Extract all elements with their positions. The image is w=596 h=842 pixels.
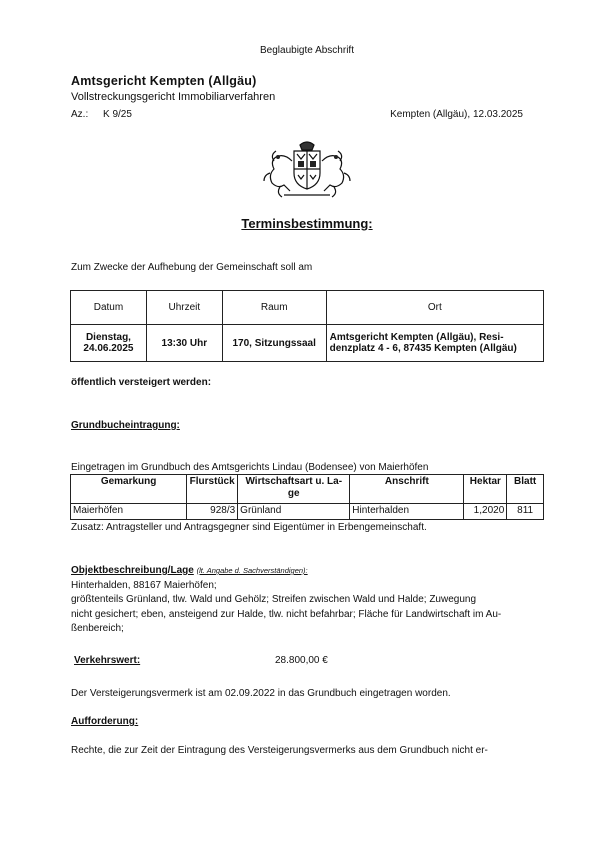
header-time: Uhrzeit <box>146 291 222 325</box>
market-value: 28.800,00 € <box>275 655 328 666</box>
cell-blatt: 811 <box>507 504 544 520</box>
appointment-table <box>70 290 544 362</box>
cell-gemarkung: Maierhöfen <box>71 504 187 520</box>
cell-flurstueck: 928/3 <box>187 504 238 520</box>
header-flurstueck: Flurstück <box>187 475 238 504</box>
appointment-room: 170, Sitzungssaal <box>222 325 326 362</box>
header-gemarkung: Gemarkung <box>71 475 187 504</box>
header-date: Datum <box>71 291 147 325</box>
object-description: Hinterhalden, 88167 Maierhöfen; größtenteils Grünland, tlw. Wald und Gehölz; Streifen zwischen Wald und Halde; Zuwegung nicht gesichert; eben, ansteigend zur Halde, tlw. nicht befahrbar; Fläche für Landwirtschaft im Au- ßenbereich; <box>71 580 502 634</box>
request-heading: Aufforderung: <box>71 716 139 727</box>
cell-anschrift: Hinterhalden <box>350 504 464 520</box>
market-value-label: Verkehrswert: <box>74 655 141 666</box>
court-name: Amtsgericht Kempten (Allgäu) <box>71 74 257 88</box>
table-header-row <box>71 475 544 504</box>
auction-statement: öffentlich versteigert werden: <box>71 377 212 388</box>
header-room: Raum <box>222 291 326 325</box>
header-hektar: Hektar <box>464 475 507 504</box>
object-heading-note: (lt. Angabe d. Sachverständigen): <box>196 566 308 575</box>
intro-text: Zum Zwecke der Aufhebung der Gemeinschaft soll am <box>71 262 313 273</box>
object-heading: Objektbeschreibung/Lage (lt. Angabe d. Sachverständigen): <box>71 565 308 576</box>
place-date: Kempten (Allgäu), 12.03.2025 <box>390 109 523 120</box>
land-register-heading: Grundbucheintragung: <box>71 420 180 431</box>
header-anschrift: Anschrift <box>350 475 464 504</box>
request-text: Rechte, die zur Zeit der Eintragung des Versteigerungsvermerks aus dem Grundbuch nicht er- <box>71 745 488 756</box>
table-row <box>71 504 544 520</box>
header-wirtschaftsart: Wirtschaftsart u. La- ge <box>238 475 350 504</box>
appointment-date: Dienstag, 24.06.2025 <box>71 325 147 362</box>
bavarian-coat-of-arms-icon <box>262 139 352 199</box>
table-header-row <box>71 291 544 325</box>
appointment-time: 13:30 Uhr <box>146 325 222 362</box>
auction-note: Der Versteigerungsvermerk ist am 02.09.2022 in das Grundbuch eingetragen worden. <box>71 688 451 699</box>
court-department: Vollstreckungsgericht Immobiliarverfahren <box>71 91 276 103</box>
file-number: K 9/25 <box>103 109 132 120</box>
table-row <box>71 325 544 362</box>
document-title: Terminsbestimmung: <box>241 216 373 231</box>
land-register-table <box>70 474 544 520</box>
cell-wirtschaftsart: Grünland <box>238 504 350 520</box>
certified-copy-label: Beglaubigte Abschrift <box>260 45 354 56</box>
file-number-label: Az.: <box>71 109 89 120</box>
cell-hektar: 1,2020 <box>464 504 507 520</box>
land-register-text: Eingetragen im Grundbuch des Amtsgerichts Lindau (Bodensee) von Maierhöfen <box>71 462 429 473</box>
additional-note: Zusatz: Antragsteller und Antragsgegner sind Eigentümer in Erbengemeinschaft. <box>71 522 427 533</box>
header-place: Ort <box>326 291 543 325</box>
appointment-place: Amtsgericht Kempten (Allgäu), Resi- denzplatz 4 - 6, 87435 Kempten (Allgäu) <box>326 325 543 362</box>
header-blatt: Blatt <box>507 475 544 504</box>
